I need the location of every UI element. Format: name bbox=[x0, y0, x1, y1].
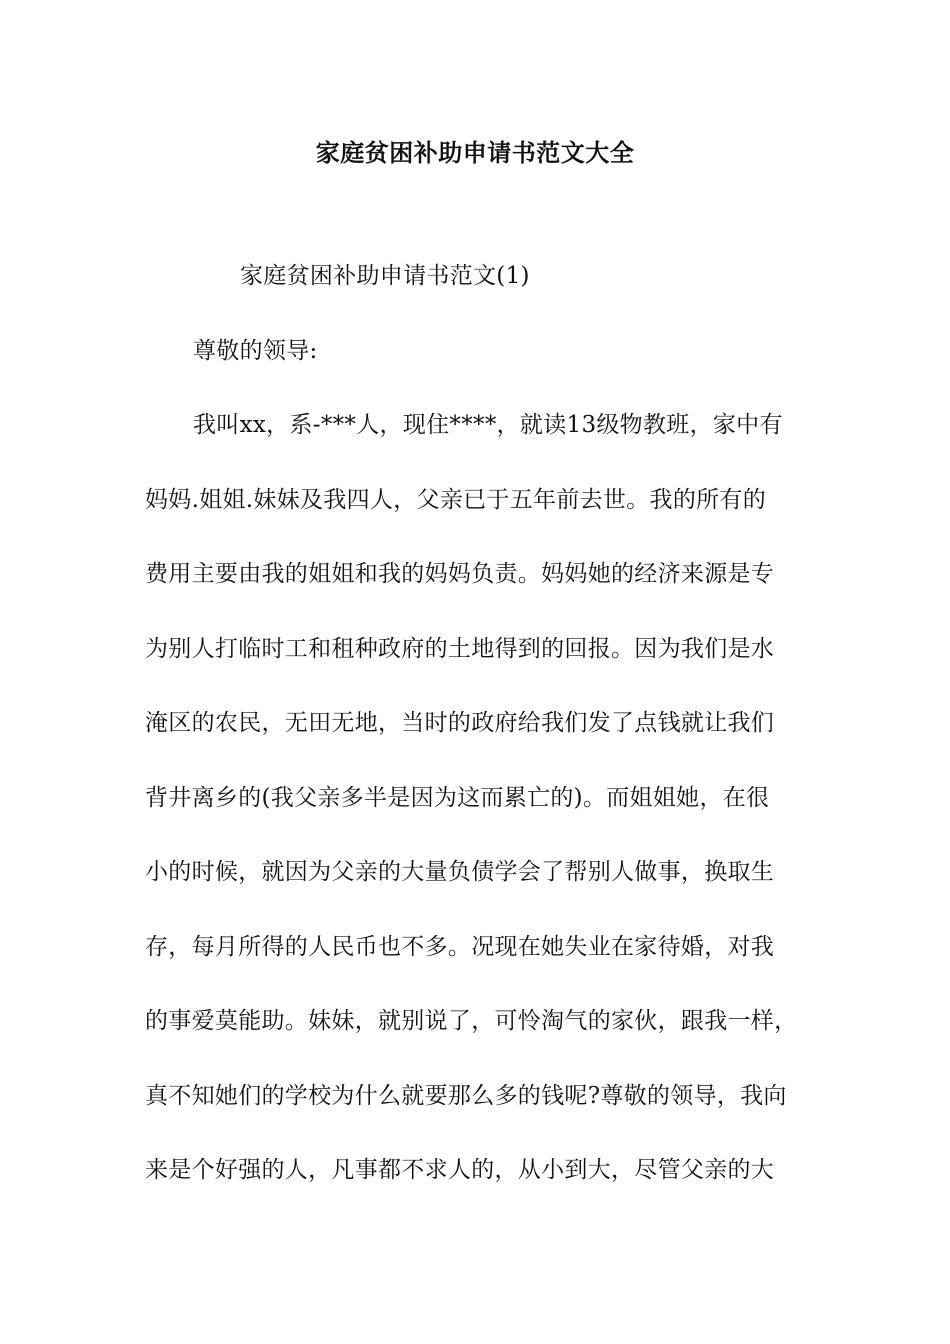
document-title: 家庭贫困补助申请书范文大全 bbox=[315, 138, 635, 167]
body-line: 来是个好强的人，凡事都不求人的，从小到大，尽管父亲的大 bbox=[145, 1157, 775, 1183]
body-line: 淹区的农民，无田无地，当时的政府给我们发了点钱就让我们 bbox=[145, 710, 775, 736]
body-line: 真不知她们的学校为什么就要那么多的钱呢?尊敬的领导，我向 bbox=[145, 1083, 787, 1109]
body-line: 我叫xx，系-***人，现住****，就读13级物教班，家中有 bbox=[193, 412, 783, 438]
body-line: 妈妈.姐姐.妹妹及我四人，父亲已于五年前去世。我的所有的 bbox=[145, 487, 767, 513]
body-line: 为别人打临时工和租种政府的土地得到的回报。因为我们是水 bbox=[145, 636, 775, 662]
section-heading: 家庭贫困补助申请书范文(1) bbox=[240, 263, 530, 289]
body-line: 小的时候，就因为父亲的大量负债学会了帮别人做事，换取生 bbox=[145, 859, 775, 885]
body-line: 存，每月所得的人民币也不多。况现在她失业在家待婚，对我 bbox=[145, 934, 775, 960]
salutation: 尊敬的领导: bbox=[193, 338, 318, 364]
body-line: 的事爱莫能助。妹妹，就别说了，可怜淘气的家伙，跟我一样， bbox=[145, 1008, 798, 1034]
body-line: 费用主要由我的姐姐和我的妈妈负责。妈妈她的经济来源是专 bbox=[145, 561, 775, 587]
body-line: 背井离乡的(我父亲多半是因为这而累亡的)。而姐姐她，在很 bbox=[145, 785, 770, 811]
